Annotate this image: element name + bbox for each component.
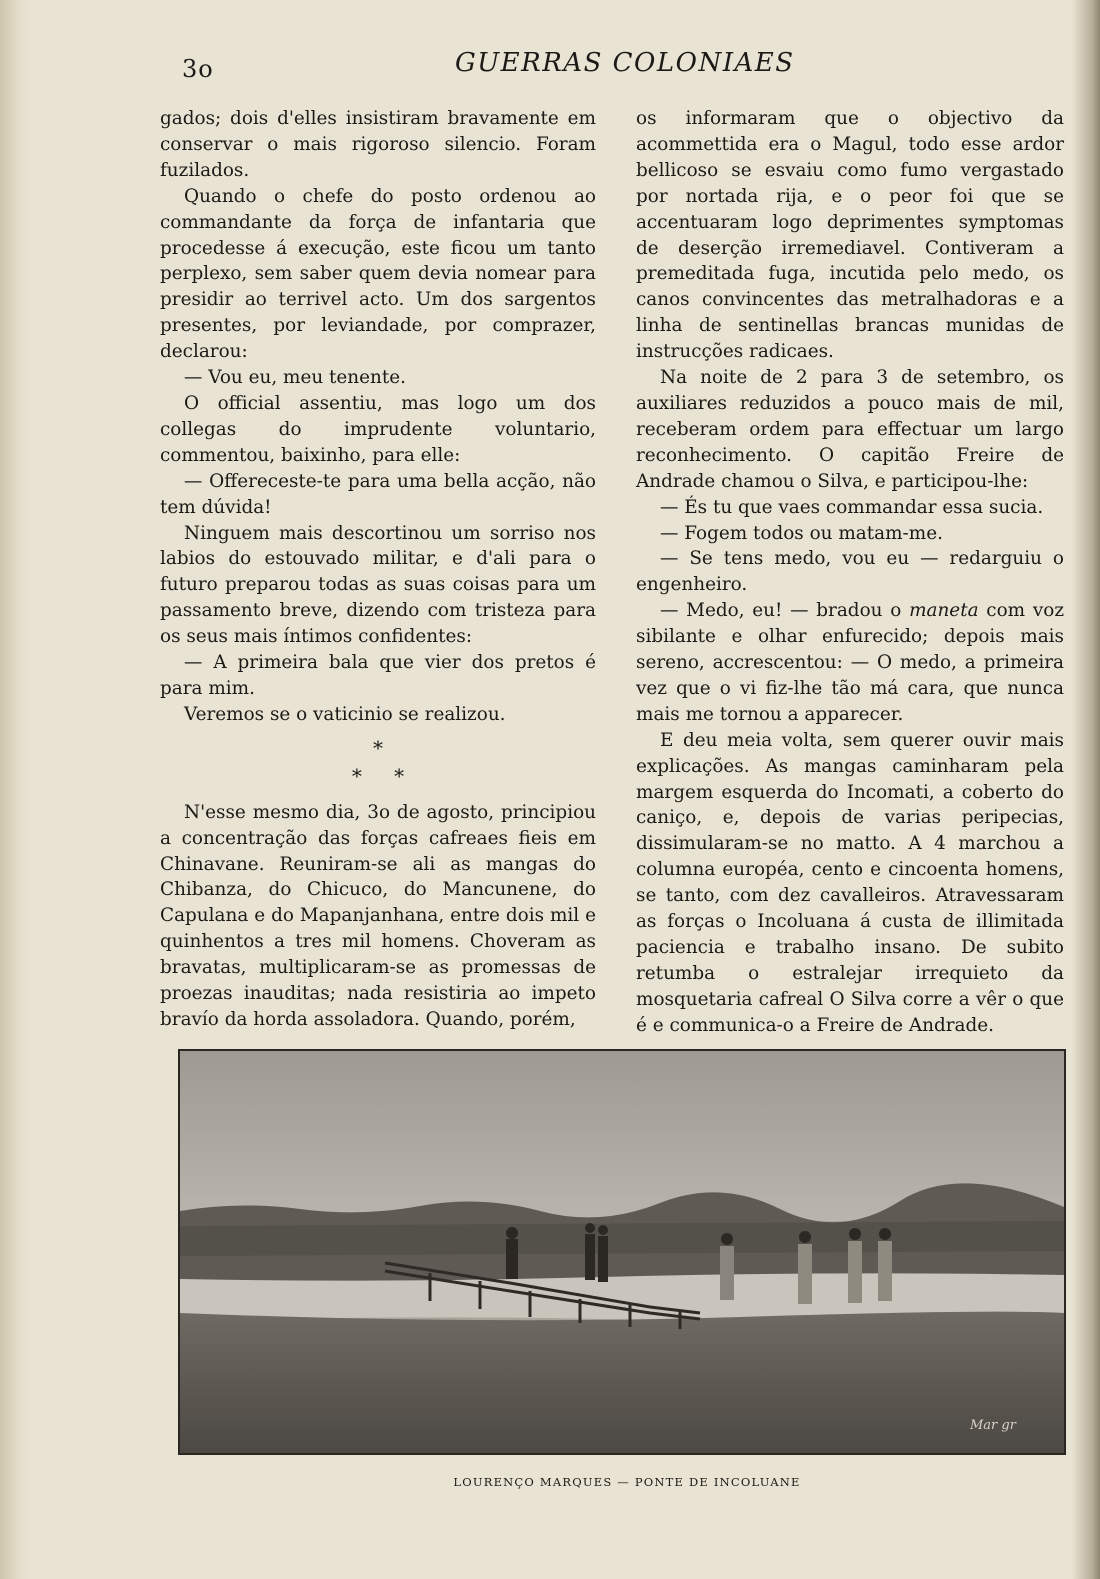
figure-head [721,1233,733,1245]
asterism-bottom: * * [351,763,405,788]
paragraph: Veremos se o vaticinio se realizou. [184,703,506,725]
figure [798,1244,812,1304]
bridge-photograph [180,1051,1064,1453]
paragraph: N'esse mesmo dia, 3o de agosto, principiou a concentração das forças cafreaes fieis em Chinavane. Reuniram-se ali as mangas do Chibanza, do Chicuco, do Mancunene, do Capulana e do Mapanjanhana, entre dois mil e quinhentos a tres mil homens. Choveram as bravatas, multiplicaram-se as promessas de proezas inauditas; nada resistiria ao impeto bravío da horda assoladora. Quando, porém, [160,801,596,1030]
figure-head [799,1231,811,1243]
figure [848,1241,862,1303]
figure [585,1234,595,1280]
photo-caption: LOURENÇO MARQUES — PONTE DE INCOLUANE [453,1475,801,1489]
paragraph: O official assentiu, mas logo um dos collegas do imprudente voluntario, commentou, baixinho, para elle: [160,392,596,466]
engraver-signature: Mar gr [970,1418,1016,1433]
paragraph: E deu meia volta, sem querer ouvir mais explicações. As mangas caminharam pela margem esquerda do Incomati, a coberto do caniço, e, depois de varias peripecias, dissimularam-se no matto. A 4 marchou a columna européa, cento e cincoenta homens, se tanto, com dez cavalleiros. Atravessaram as forças o Incoluana á custa de illimitada paciencia e trabalho insano. De subito retumba o estralejar irrequieto da mosquetaria cafreal O Silva corre a vêr o que é e communica-o a Freire de Andrade. [636,729,1064,1036]
running-title: GUERRAS COLONIAES [455,48,795,78]
paragraph: Quando o chefe do posto ordenou ao commandante da força de infantaria que procedesse á execução, este ficou um tanto perplexo, sem saber quem devia nomear para presidir ao terrivel acto. Um dos sargentos presentes, por leviandade, por comprazer, declarou: [160,185,596,363]
section-break-asterism [160,734,596,790]
figure-head [585,1223,595,1233]
dialogue-line: — Se tens medo, vou eu — redarguiu o engenheiro. [636,548,1064,596]
text-run: com voz sibilante e olhar enfurecido; depois mais sereno, accrescentou: — O medo, a primeira vez que o vi fiz-lhe tão má cara, que nunca mais me tornou a apparecer. [636,600,1065,725]
right-text-column [636,106,1064,1039]
figure-head [879,1228,891,1240]
riverbank-ground [180,1312,1064,1453]
dialogue-line: — Vou eu, meu tenente. [184,367,406,389]
figure-head [598,1225,608,1235]
asterism-top: * [373,735,383,760]
paragraph: os informaram que o objectivo da acommettida era o Magul, todo esse ardor bellicoso se esvaiu como fumo vergastado por nortada rija, e o peor foi que se accentuaram logo deprimentes symptomas de deserção irremediavel. Contiveram a premeditada fuga, incutida pelo medo, os canos convincentes das metralhadoras e a linha de sentinellas brancas munidas de instrucções radicaes. [636,108,1064,363]
page-edge-right [1072,0,1100,1579]
page-number: 3o [182,55,214,83]
dialogue-line: — És tu que vaes commandar essa sucia. [660,496,1044,518]
figure-head [849,1228,861,1240]
figure-head [506,1227,518,1239]
paragraph: gados; dois d'elles insistiram bravamente em conservar o mais rigoroso silencio. Foram fuzilados. [160,108,596,181]
dialogue-line: — Fogem todos ou matam-me. [660,522,943,544]
page-gutter-left [0,0,30,1579]
left-text-column [160,106,596,1033]
figure [506,1239,518,1279]
reed-shadow [180,1221,1064,1256]
dialogue-line: — A primeira bala que vier dos pretos é para mim. [160,652,596,699]
figure [598,1236,608,1282]
paragraph: Na noite de 2 para 3 de setembro, os auxiliares reduzidos a pouco mais de mil, receberam ordem para effectuar um largo reconhecimento. O capitão Freire de Andrade chamou o Silva, e participou-lhe: [636,367,1064,492]
figure [720,1246,734,1300]
italic-word: maneta [909,600,979,622]
dialogue-line [636,598,1064,728]
text-run: — Medo, eu! — bradou o [660,600,910,622]
figure [878,1241,892,1301]
dialogue-line: — Offereceste-te para uma bella acção, não tem dúvida! [160,470,596,518]
photograph-plate [178,1049,1066,1455]
paragraph: Ninguem mais descortinou um sorriso nos labios do estouvado militar, e d'ali para o futuro preparou todas as suas coisas para um passamento breve, dizendo com tristeza para os seus mais íntimos confidentes: [160,522,596,648]
